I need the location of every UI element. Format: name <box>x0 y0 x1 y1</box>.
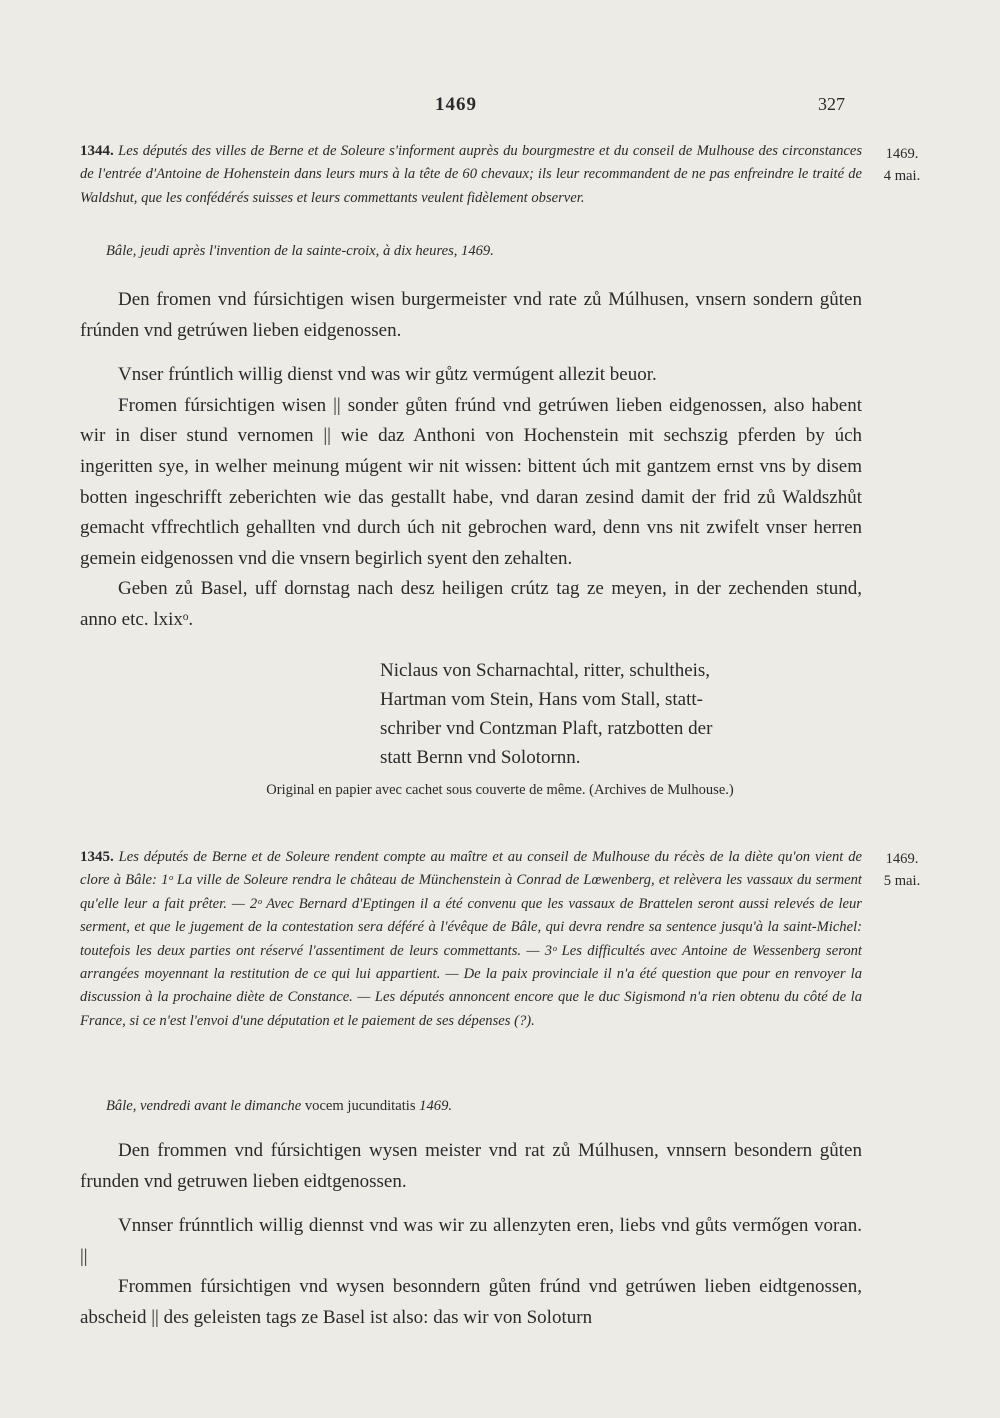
date-line-1344: Bâle, jeudi après l'invention de la sainte-croix, à dix heures, 1469. <box>106 243 494 259</box>
date-1345-italic: Bâle, vendredi avant le dimanche <box>106 1098 302 1114</box>
margin-year-1345: 1469. <box>885 851 919 867</box>
signature-1344 <box>380 656 830 772</box>
margin-date-1344 <box>872 143 932 187</box>
signature-line: Hartman vom Stein, Hans vom Stall, statt- <box>380 689 703 710</box>
letter-body-1344: Fromen fúrsichtigen wisen || sonder gůten frúnd vnd getrúwen lieben eidgenossen, also habent wir in diser stund vernomen || wie daz Anthoni von Hochenstein mit sechszig pferden by úch ingeritten sye, in welher meinung múgent wir nit wissen: bittent úch mit gantzem ernst vns by disem botten ingeschrifft zeberichten wie das gestallt habe, vnd daran zesind damit der frid zů Waldszhůt gemacht vffrechtlich gehallten vnd durch úch nit gebrochen ward, denn vns nit zwifelt vnser herren gemein eidgenossen vnd die vnsern begirlich syent den zehalten. <box>80 394 862 569</box>
doc-number-1345: 1345. <box>80 849 114 865</box>
letter-closing-1344: Geben zů Basel, uff dornstag nach desz heiligen crútz tag ze meyen, in der zechenden stund, anno etc. lxixᵒ. <box>80 578 862 630</box>
date-1345-year: 1469. <box>419 1098 453 1114</box>
margin-day-1345: 5 mai. <box>883 873 921 889</box>
regest-1344 <box>80 140 862 210</box>
regest-text-1344: Les députés des villes de Berne et de Soleure s'informent auprès du bourgmestre et du conseil de Mulhouse des circonstances de l'entrée d'Antoine de Hohenstein dans leurs murs à la tête de 60 chevaux; ils leur recommandent de ne pas enfreindre le traité de Waldshut, que les confédérés suisses et leurs commettants veulent fidèlement observer. <box>80 143 862 206</box>
signature-line: schriber vnd Contzman Plaft, ratzbotten der <box>380 718 713 739</box>
doc-number-1344: 1344. <box>80 143 114 159</box>
date-1345-roman: vocem jucunditatis <box>304 1098 416 1114</box>
margin-day-1344: 4 mai. <box>883 168 921 184</box>
margin-year-1344: 1469. <box>885 146 919 162</box>
date-line-1345 <box>106 1098 888 1115</box>
letter-body-1345: Frommen fúrsichtigen vnd wysen besonndern gůten frúnd vnd getrúwen lieben eidtgenossen, abscheid || des geleisten tags ze Basel ist also: das wir von Soloturn <box>80 1276 862 1328</box>
letter-1344 <box>80 285 862 636</box>
signature-line: Niclaus von Scharnachtal, ritter, schultheis, <box>380 660 711 681</box>
page-number: 327 <box>818 94 845 114</box>
address-1345: Den frommen vnd fúrsichtigen wysen meister vnd rat zů Múlhusen, vnnsern besondern gůten frunden vnd getruwen lieben eidtgenossen. <box>80 1140 862 1192</box>
greeting-1344: Vnser frúntlich willig dienst vnd was wir gůtz vermúgent allezit beuor. <box>118 364 657 386</box>
margin-date-1345 <box>872 848 932 892</box>
header-year: 1469 <box>435 94 477 115</box>
regest-1345 <box>80 846 862 1033</box>
source-note-1344: Original en papier avec cachet sous couverte de même. (Archives de Mulhouse.) <box>266 782 734 798</box>
signature-line: statt Bernn vnd Solotornn. <box>380 747 581 768</box>
greeting-1345: Vnnser frúnntlich willig diennst vnd was wir zu allenzyten eren, liebs vnd gůts vermőgen voran. || <box>80 1215 862 1267</box>
regest-text-1345: Les députés de Berne et de Soleure rendent compte au maître et au conseil de Mulhouse du récès de la diète qu'on vient de clore à Bâle: 1ᵒ La ville de Soleure rendra le château de Münchenstein à Conrad de Lœwenberg, et relèvera les vassaux du serment qu'elle leur a fait prêter. — 2ᵒ Avec Bernard d'Eptingen il a été convenu que les vassaux de Brattelen seront aussi relevés de leur serment, et que le jugement de la contestation sera déféré à l'évêque de Bâle, qui devra rendre sa sentence jusqu'à la saint-Michel: toutefois les deux parties ont réservé l'assentiment de leurs commettants. — 3ᵒ Les difficultés avec Antoine de Wessenberg seront arrangées moyennant la restitution de ce qui lui appartient. — De la paix provinciale il n'a été question que pour en renvoyer la discussion à la prochaine diète de Constance. — Les députés annoncent encore que le duc Sigismond n'a rien obtenu du côté de la France, si ce n'est l'envoi d'une députation et le paiement de ses dépenses (?). <box>80 849 862 1029</box>
letter-1345 <box>80 1136 862 1334</box>
address-1344: Den fromen vnd fúrsichtigen wisen burgermeister vnd rate zů Múlhusen, vnsern sondern gůten frúnden vnd getrúwen lieben eidgenossen. <box>80 289 862 341</box>
running-header <box>0 94 1000 122</box>
